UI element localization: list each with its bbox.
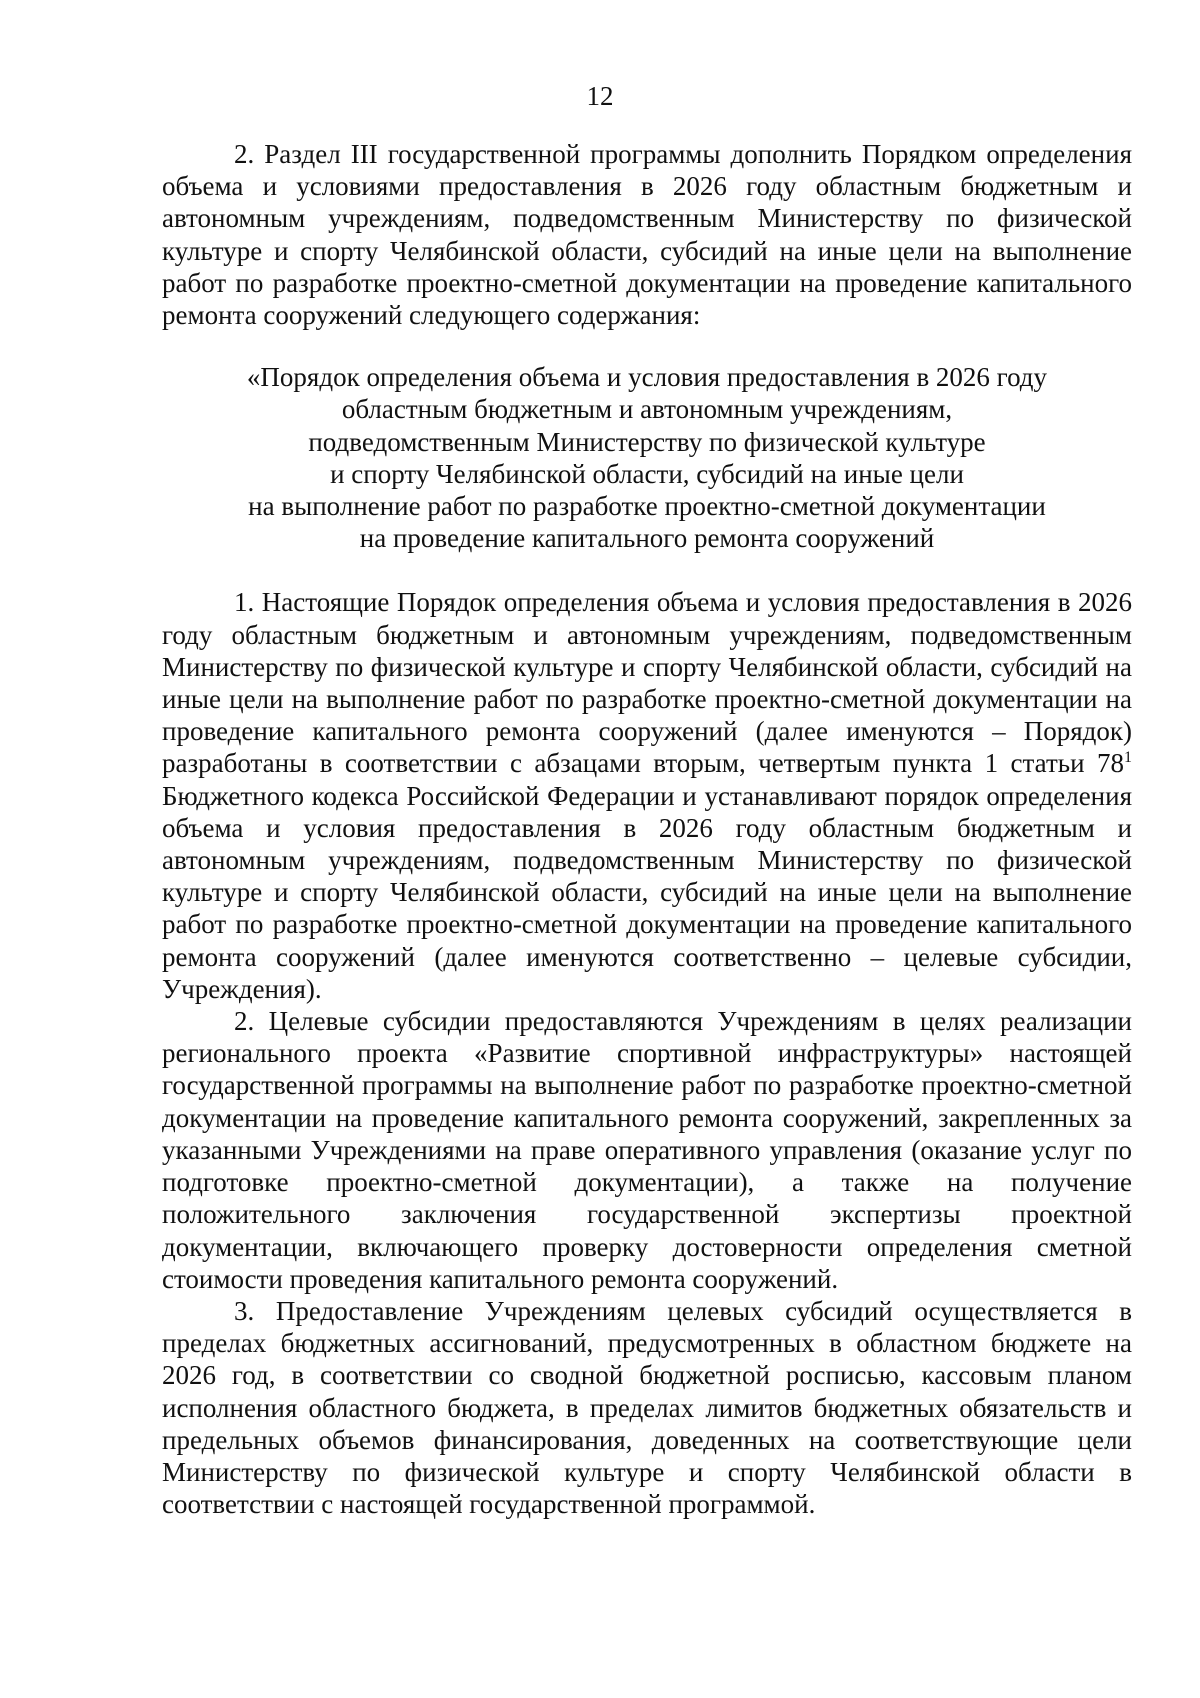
intro-paragraph: 2. Раздел III государственной программы дополнить Порядком определения объема и условиями предоставления в 2026 году областным бюджетным и автономным учреждениям, подведомственным Министерству по физической культуре и спорту Челябинской области, субсидий на иные цели на выполнение работ по разработке проектно-сметной документации на проведение капитального ремонта сооружений следующего содержания: [162, 139, 1132, 331]
item-1-paragraph [162, 586, 1132, 1005]
item-1-text-before: 1. Настоящие Порядок определения объема и условия предоставления в 2026 году областным бюджетным и автономным учреждениям, подведомственным Министерству по физической культуре и спорту Челябинской области, субсидий на иные цели на выполнение работ по разработке проектно-сметной документации на проведение капитального ремонта сооружений (далее именуются – Порядок) разработаны в соответствии с абзацами вторым, четвертым пункта 1 статьи 78 [162, 587, 1132, 779]
item-1-text-after: Бюджетного кодекса Российской Федерации и устанавливают порядок определения объема и условия предоставления в 2026 году областным бюджетным и автономным учреждениям, подведомственным Министерству по физической культуре и спорту Челябинской области, субсидий на иные цели на выполнение работ по разработке проектно-сметной документации на проведение капитального ремонта сооружений (далее именуются соответственно – целевые субсидии, Учреждения). [162, 780, 1132, 1004]
item-3-paragraph: 3. Предоставление Учреждениям целевых субсидий осуществляется в пределах бюджетных ассигнований, предусмотренных в областном бюджете на 2026 год, в соответствии со сводной бюджетной росписью, кассовым планом исполнения областного бюджета, в пределах лимитов бюджетных обязательств и предельных объемов финансирования, доведенных на соответствующие цели Министерству по физической культуре и спорту Челябинской области в соответствии с настоящей государственной программой. [162, 1295, 1132, 1520]
superscript-one: 1 [1124, 749, 1132, 767]
heading-line: на проведение капитального ремонта сооружений [359, 523, 935, 554]
heading-line: подведомственным Министерству по физической культуре [308, 426, 986, 457]
page-number: 12 [586, 81, 614, 111]
document-body [162, 138, 1132, 1520]
item-2-paragraph: 2. Целевые субсидии предоставляются Учреждениям в целях реализации регионального проекта «Развитие спортивной инфраструктуры» настоящей государственной программы на выполнение работ по разработке проектно-сметной документации на проведение капитального ремонта сооружений, закрепленных за указанными Учреждениями на праве оперативного управления (оказание услуг по подготовке проектно-сметной документации), а также на получение положительного заключения государственной экспертизы проектной документации, включающего проверку достоверности определения сметной стоимости проведения капитального ремонта сооружений. [162, 1006, 1132, 1294]
heading-line: «Порядок определения объема и условия предоставления в 2026 году [246, 362, 1048, 393]
heading-line: и спорту Челябинской области, субсидий на иные цели [330, 458, 964, 489]
order-heading [162, 361, 1132, 554]
heading-line: областным бюджетным и автономным учреждениям, [341, 394, 953, 425]
heading-line: на выполнение работ по разработке проектно-сметной документации [248, 491, 1046, 522]
